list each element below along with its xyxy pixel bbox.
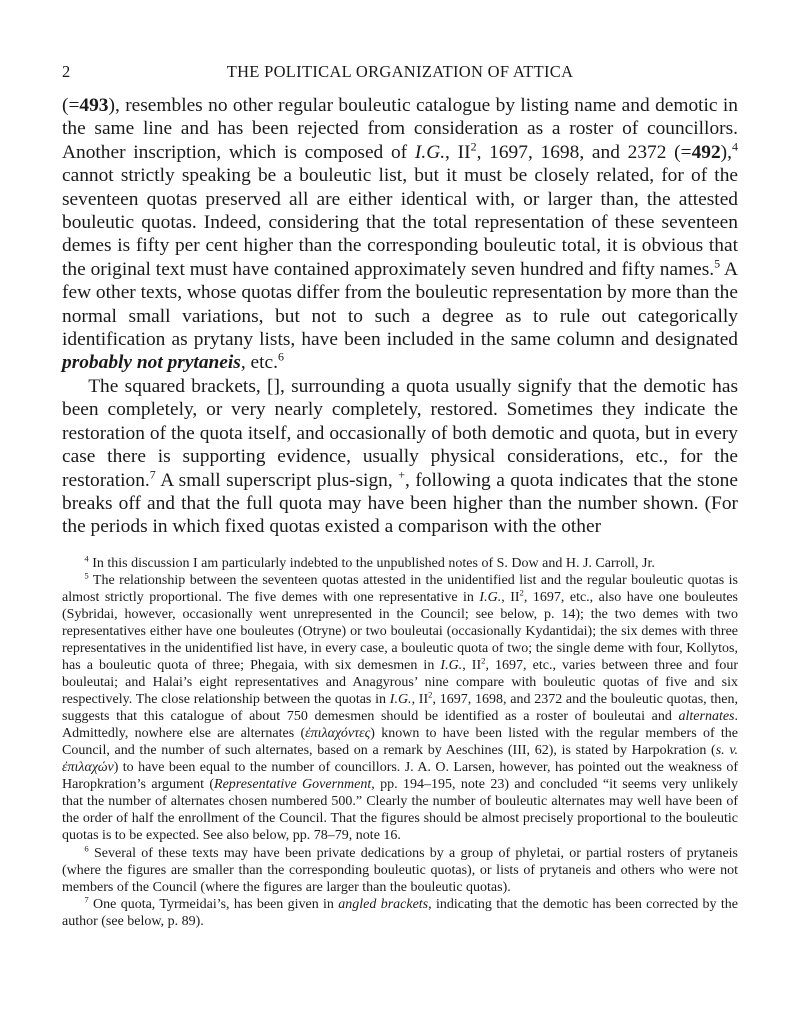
footnote-number: 4 bbox=[84, 553, 89, 564]
text-run: The squared brackets, [], surrounding a quota usually signify that the demotic has been completely, or very nearly completely, restored. Sometimes they indicate the restoration of the quota itself, and occasionally of both demotic and quota, but in every case there is supporting evidence, usually physical considerations, etc., for the restoration. bbox=[62, 375, 738, 491]
text-run: , pp. 194–195, note 23) and concluded “it seems very unlikely that the number of alternates chosen numbered 500.” Clearly the number of bouleutic alternates may well have been of the order of half the enrollment of the Council. That the figures should be almost precisely proportional to the bouleutic quotas is to be expected. See also below, pp. 78–79, note 16. bbox=[62, 777, 738, 844]
text-run: , 1697, 1698, and 2372 (= bbox=[476, 141, 692, 163]
page-number: 2 bbox=[62, 62, 71, 81]
footnote-ref: 4 bbox=[731, 139, 738, 154]
footnotes bbox=[62, 555, 738, 930]
text-run: A few other texts, whose quotas differ from the bouleutic representation by more than the normal small variations, but not to such a degree as to rule out categorically identification as prytany lists, have been included in the same column and designated bbox=[62, 258, 739, 351]
citation-abbrev: s. v. bbox=[715, 743, 739, 759]
text-run: ), bbox=[720, 141, 732, 163]
edition-superscript: 2 bbox=[519, 587, 524, 598]
footnote-text: Several of these texts may have been private dedications by a group of phyletai, or partial rosters of prytaneis (where the figures are smaller than the corresponding bouleutic quotas), or lists of prytaneis and others who were not members of the Council (where the figures are larger than the bouleutic quotas). bbox=[62, 845, 738, 895]
text-run: ) known to have been listed with the regular members of the Council, and the number of such alternates, based on a remark by Aeschines (III, 62), is stated by Harpokration ( bbox=[62, 726, 738, 759]
text-run: , II bbox=[462, 658, 482, 673]
text-run: The relationship between the seventeen quotas attested in the unidentified list and the regular bouleutic quotas is almost strictly proportional. The five demes with one representative in bbox=[62, 572, 738, 605]
emphasis-text: alternates bbox=[678, 709, 735, 725]
inscription-number: 492 bbox=[691, 141, 721, 163]
text-run: , following a quota indicates that the stone breaks off and that the full quota may have been higher than the number shown. (For the periods in which fixed quotas existed a comparison with the other bbox=[62, 469, 738, 538]
page bbox=[62, 60, 738, 930]
text-run: , II bbox=[445, 141, 471, 163]
citation-abbrev: I.G. bbox=[414, 141, 446, 163]
text-run: A small superscript plus-sign, bbox=[155, 469, 399, 491]
footnote-ref: 5 bbox=[714, 256, 721, 271]
edition-superscript: 2 bbox=[470, 139, 477, 154]
text-run: ), resembles no other regular bouleutic catalogue by listing name and demotic in the same line and has been rejected from consideration as a roster of councillors. Another inscription, which is composed of bbox=[62, 95, 738, 163]
text-run: , 1697, etc., varies between three and four bouleutai; and Halai’s eight representatives and Anagyrous’ nine compare with bouleutic quotas of five and six respectively. The close relationship between the quotas in bbox=[62, 658, 738, 708]
footnote-text: In this discussion I am particularly indebted to the unpublished notes of S. Dow and H. J. Carroll, Jr. bbox=[88, 555, 655, 571]
footnote-6 bbox=[62, 845, 738, 896]
text-run: , II bbox=[411, 692, 429, 708]
footnote-number: 6 bbox=[84, 843, 89, 854]
edition-superscript: 2 bbox=[481, 655, 486, 666]
footnote-ref: 6 bbox=[278, 350, 285, 365]
edition-superscript: 2 bbox=[428, 689, 433, 700]
text-run: , II bbox=[501, 589, 520, 605]
page-header bbox=[62, 60, 738, 84]
text-run: ) to have been equal to the number of councillors. J. A. O. Larsen, however, has pointed out the weakness of Haropkration’s argument ( bbox=[62, 760, 738, 793]
body-paragraph-1 bbox=[62, 94, 738, 375]
footnote-7 bbox=[62, 896, 738, 930]
text-run: , 1697, 1698, and 2372 and the bouleutic quotas, then, suggests that this catalogue of about 750 demesmen should be identified as a roster of bouleutai and bbox=[62, 692, 738, 725]
text-run: , indicating that the demotic has been corrected by the author (see below, p. 89). bbox=[62, 896, 738, 929]
footnote-number: 7 bbox=[84, 894, 89, 905]
emphasis-text: angled brackets bbox=[338, 896, 429, 912]
text-run: cannot strictly speaking be a bouleutic list, but it must be closely related, for of the seventeen quotas preserved all are either identical with, or larger than, the attested bouleutic quotas. Indeed, considering that the total representation of these seventeen demes is fifty per cent higher than the corresponding bouleutic total, it is obvious that the original text must have contained approximately seven hundred and fifty names. bbox=[62, 165, 738, 280]
text-run: One quota, Tyrmeidai’s, has been given in bbox=[88, 896, 339, 912]
footnote-ref: 7 bbox=[149, 467, 156, 482]
footnote-4 bbox=[62, 555, 738, 572]
text-run: , 1697, etc., also have one bouleutes (Sybridai, however, occasionally went unrepresented in the Council; see below, p. 14); the two demes with two representatives either have one bouleutes (Otryne) or two bouleutai (occasionally Kydantidai); the six demes with three representatives in the unidentified list have, in every case, a bouleutic quota of two; the single deme with four, Kollytos, has a bouleutic quota of three; Phegaia, with six demesmen in bbox=[62, 589, 739, 673]
greek-term: ἐπιλαχόντες bbox=[305, 726, 371, 742]
body-paragraph-2 bbox=[62, 375, 738, 539]
emphasis-text: probably not prytaneis bbox=[62, 352, 241, 374]
footnote-number: 5 bbox=[84, 570, 89, 581]
text-run: . Admittedly, nowhere else are alternates ( bbox=[62, 709, 738, 742]
plus-sign: + bbox=[398, 467, 405, 482]
body-text bbox=[62, 94, 738, 539]
text-run: , etc. bbox=[240, 352, 278, 374]
text-run: (= bbox=[62, 95, 80, 116]
book-title: Representative Government bbox=[214, 777, 372, 793]
footnote-5 bbox=[62, 572, 738, 845]
inscription-number: 493 bbox=[79, 95, 109, 116]
citation-abbrev: I.G. bbox=[479, 589, 502, 605]
greek-term: ἐπιλαχών bbox=[62, 760, 114, 776]
citation-abbrev: I.G. bbox=[389, 692, 412, 708]
running-title: THE POLITICAL ORGANIZATION OF ATTICA bbox=[226, 62, 574, 81]
citation-abbrev: I.G. bbox=[440, 658, 463, 673]
